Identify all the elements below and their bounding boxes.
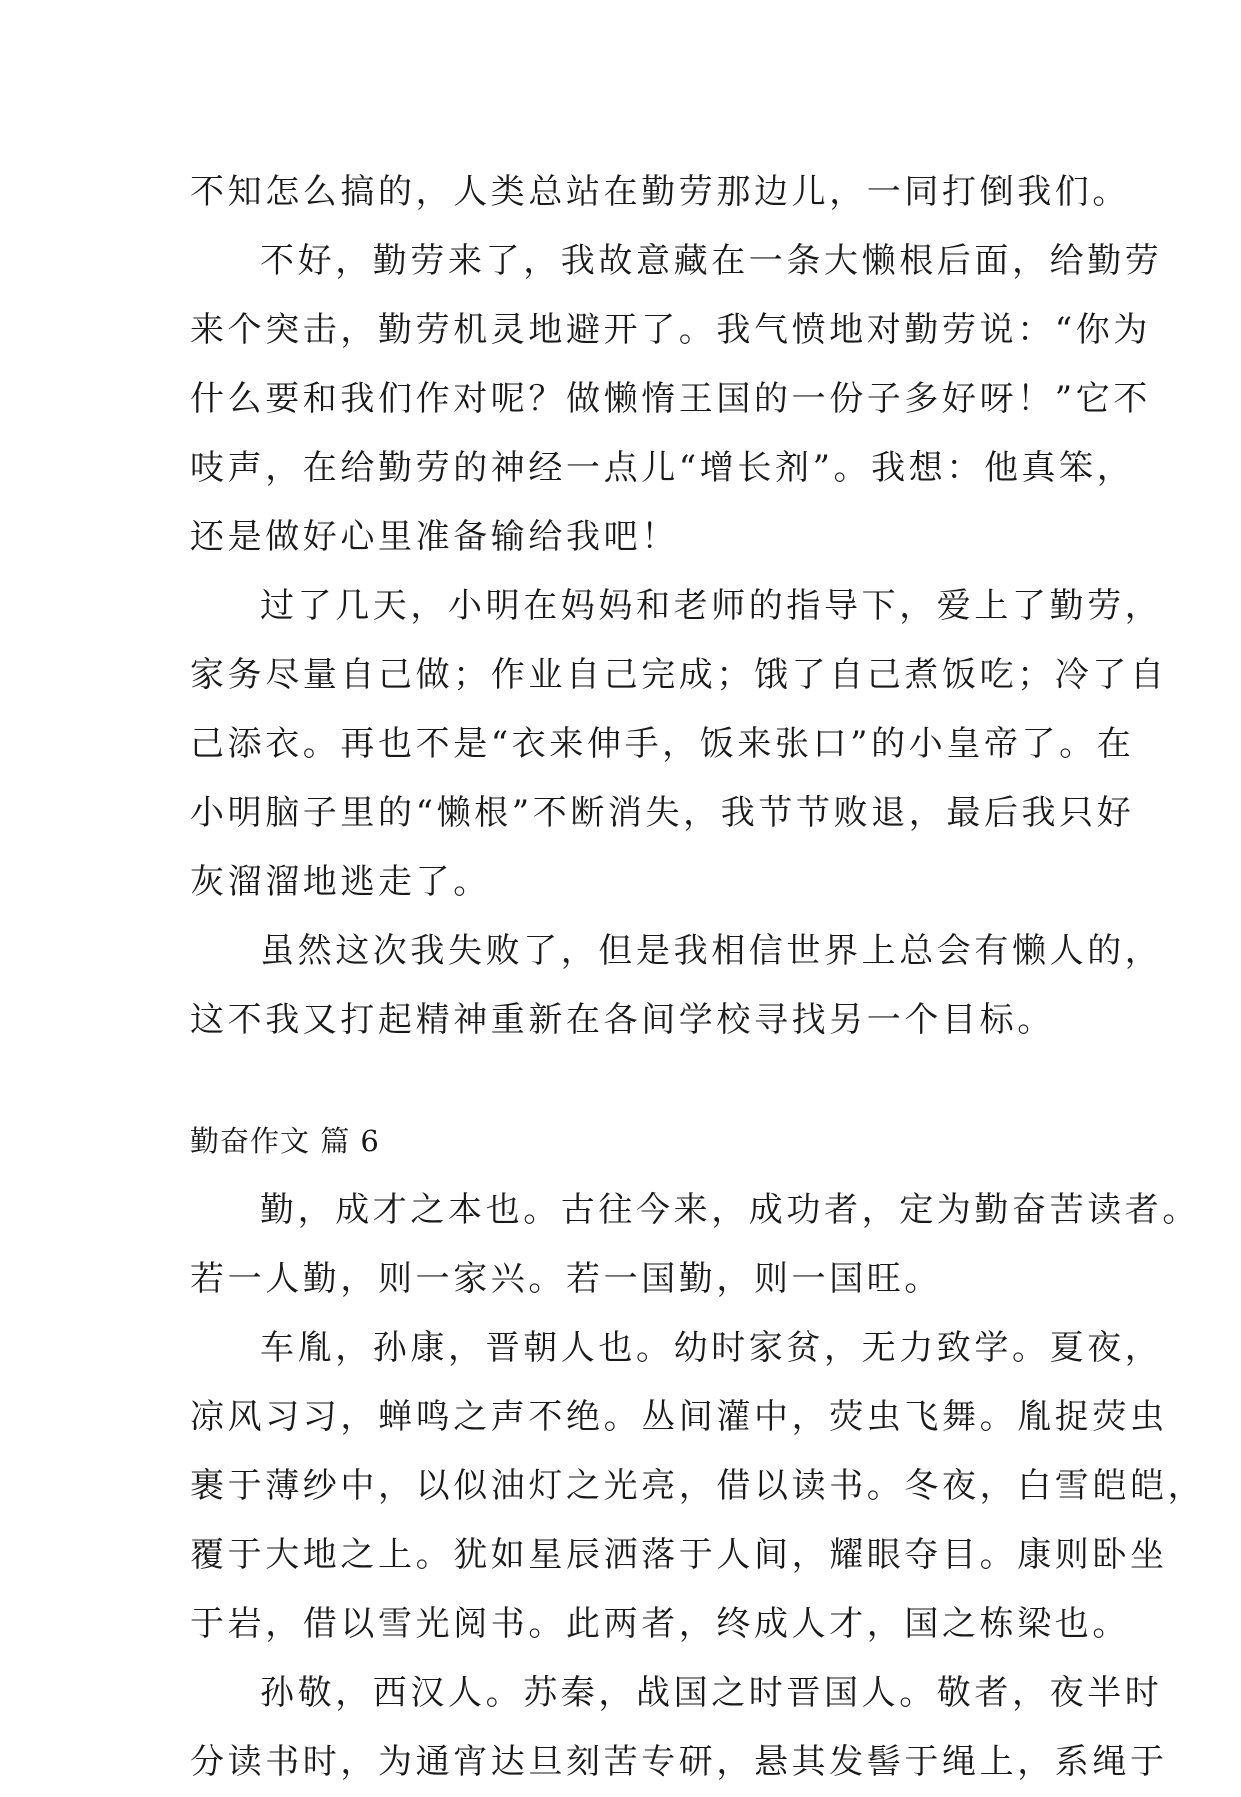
section-spacer bbox=[190, 1055, 1062, 1107]
text-line: 来个突击，勤劳机灵地避开了。我气愤地对勤劳说：“你为 bbox=[190, 310, 1151, 350]
text-line: 若一人勤，则一家兴。若一国勤，则一国旺。 bbox=[190, 1259, 942, 1299]
text-line: 吱声，在给勤劳的神经一点儿“增长剂”。我想：他真笨， bbox=[190, 448, 1135, 488]
document-body bbox=[190, 158, 1206, 1797]
section-heading: 勤奋作文 篇 6 bbox=[190, 1124, 380, 1158]
text-line: 家务尽量自己做；作业自己完成；饿了自己煮饭吃；冷了自 bbox=[190, 655, 1168, 695]
text-line: 己添衣。再也不是“衣来伸手，饭来张口”的小皇帝了。在 bbox=[190, 724, 1135, 764]
paragraph-start-line: 过了几天，小明在妈妈和老师的指导下，爱上了勤劳， bbox=[260, 586, 1163, 626]
paragraph-start-line: 孙敬，西汉人。苏秦，战国之时晋国人。敬者，夜半时 bbox=[260, 1673, 1163, 1713]
text-line: 灰溜溜地逃走了。 bbox=[190, 862, 491, 902]
text-line: 还是做好心里准备输给我吧！ bbox=[190, 517, 679, 557]
paragraph-start-line: 勤，成才之本也。古往今来，成功者，定为勤奋苦读者。 bbox=[260, 1190, 1200, 1230]
text-line: 凉风习习，蝉鸣之声不绝。丛间灌中，荧虫飞舞。胤捉荧虫 bbox=[190, 1397, 1168, 1437]
text-line: 覆于大地之上。犹如星辰洒落于人间，耀眼夺目。康则卧坐 bbox=[190, 1535, 1168, 1575]
text-line: 分读书时，为通宵达旦刻苦专研，悬其发髻于绳上，系绳于 bbox=[190, 1742, 1168, 1782]
text-line: 不知怎么搞的，人类总站在勤劳那边儿，一同打倒我们。 bbox=[190, 172, 1130, 212]
text-line: 小明脑子里的“懒根”不断消失，我节节败退，最后我只好 bbox=[190, 793, 1135, 833]
paragraph-start-line: 不好，勤劳来了，我故意藏在一条大懒根后面，给勤劳 bbox=[260, 241, 1163, 281]
paragraph-start-line: 车胤，孙康，晋朝人也。幼时家贫，无力致学。夏夜， bbox=[260, 1328, 1163, 1368]
text-line: 裹于薄纱中，以似油灯之光亮，借以读书。冬夜，白雪皑皑， bbox=[190, 1466, 1206, 1506]
text-line: 于岩，借以雪光阅书。此两者，终成人才，国之栋梁也。 bbox=[190, 1604, 1130, 1644]
text-line: 这不我又打起精神重新在各间学校寻找另一个目标。 bbox=[190, 1000, 1055, 1040]
paragraph-start-line: 虽然这次我失败了，但是我相信世界上总会有懒人的， bbox=[260, 931, 1163, 971]
text-line: 什么要和我们作对呢？做懒惰王国的一份子多好呀！”它不 bbox=[190, 379, 1151, 419]
